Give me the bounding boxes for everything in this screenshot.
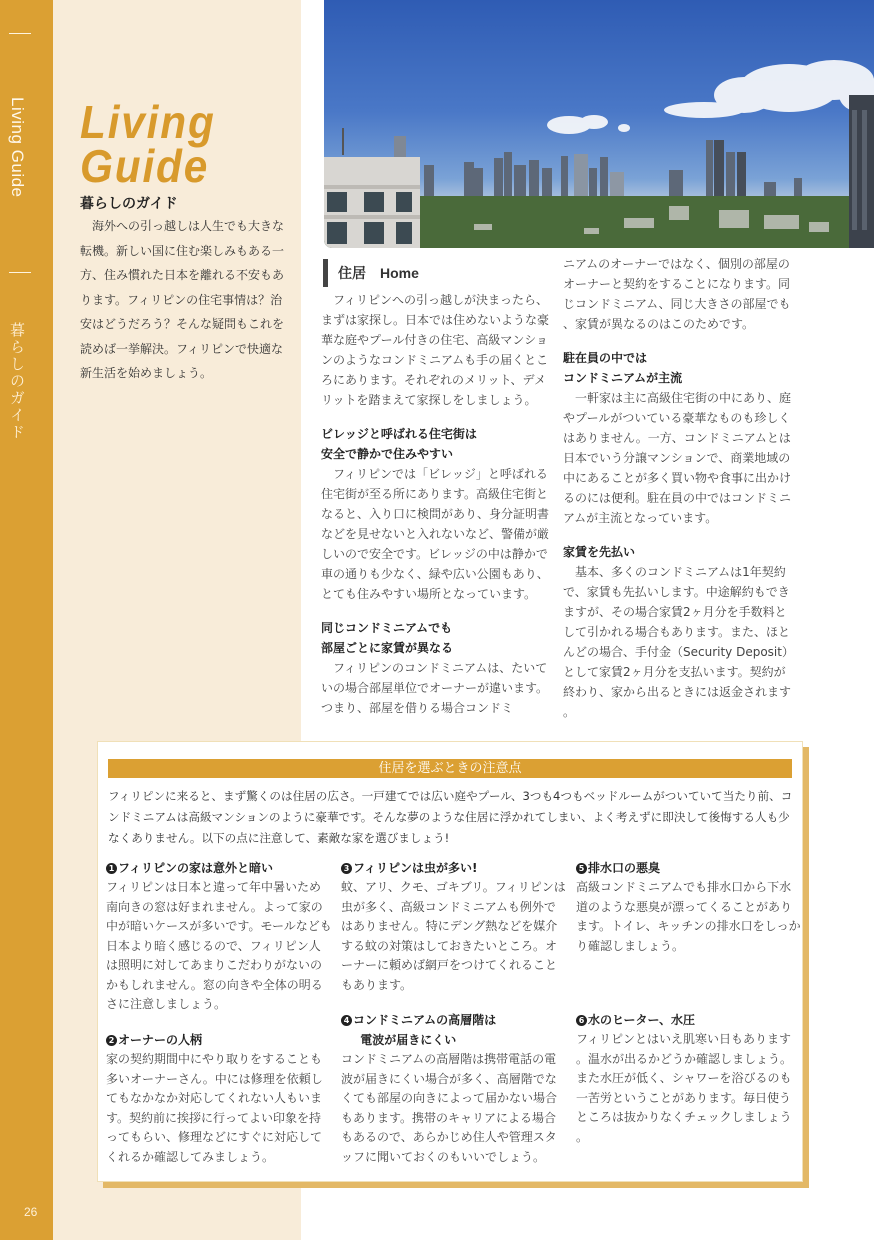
tips-box-title: 住居を選ぶときの注意点 [108,759,792,778]
tips-box-lead: フィリピンに来ると、まず驚くのは住居の広さ。一戸建てでは広い庭やプール、3つも4つもベッドルームがついていて当たり前、コンドミニアムは高級マンションのように豪華です。そんな夢のような住居に浮かれてしまい、よく考えずに即決して後悔する人も少なくありません。以下の点に注意して、素敵な家を選びましょう! [108,789,793,845]
distant-towers [394,136,802,202]
page-title-line1: Living [80,96,216,148]
tip-title-text: 排水口の悪臭 [588,861,661,875]
tips-box [97,741,803,1182]
subsection-body: 一軒家は主に高級住宅街の中にあり、庭やプールがついている豪華なものも珍しくはありません。一方、コンドミニアムとは日本でいう分譲マンションで、商業地域の中にあることが多く買い物や食事に出かけるのには便利。駐在員の中ではコンドミニアムが主流となっています。 [563,391,792,525]
tip-title-text: 電波が届きにくい [360,1033,457,1047]
article-column-1 [321,290,549,718]
tip-item [576,858,802,956]
section-heading-home [323,259,419,287]
skyline-illustration [324,0,874,248]
number-badge-icon: 6 [576,1015,587,1026]
tip-title-text: フィリピンの家は意外と暗い [118,861,274,875]
number-badge-icon: 2 [106,1035,117,1046]
tip-item [341,1010,567,1167]
tip-item [106,1030,332,1167]
section-title-en: Home [380,265,419,281]
foreground-building-right [849,95,874,248]
tip-item [576,1010,802,1147]
tip-title [106,858,332,878]
intro-text: 海外への引っ越しは人生でも大きな転機。新しい国に住む楽しみもある一方、住み慣れた日本を離れる不安もあります。フィリピンの住宅事情は？治安はどうだろう？そんな疑問もこれを読めば一挙解決。フィリピンで快適な新生活を始めましょう。 [80,219,285,380]
subsection-heading [321,618,549,658]
tip-title [576,1010,802,1030]
tip-title [341,858,567,878]
spine-label-ja: 暮らしのガイド [8,322,26,441]
city-skyline-photo [324,0,874,248]
section-intro: フィリピンへの引っ越しが決まったら、まずは家探し。日本では住めないような豪華な庭やプール付きの住宅、高級マンションのようなコンドミニアムも手の届くところにあります。それぞれのメリット、デメリットを踏まえて家探しをしましょう。 [321,293,550,407]
spine-divider [9,33,31,34]
tip-item [106,858,332,1015]
number-badge-icon: 5 [576,863,587,874]
clouds [547,60,874,134]
tip-body: フィリピンとはいえ肌寒い日もあります。温水が出るかどうか確認しましょう。また水圧が低く、シャワーを浴びるのも一苦労ということがあります。毎日使うところは抜かりなくチェックしましょう。 [576,1032,793,1144]
page-number: 26 [24,1205,38,1219]
subsection-heading-line: ビレッジと呼ばれる住宅街は [321,427,477,441]
section-title-ja: 住居 [338,266,366,282]
tip-body: 家の契約期間中にやり取りをすることも多いオーナーさん。中には修理を依頼してもなかなか対応してくれない人もいます。契約前に挨拶に行ってよい印象を持ってもらい、修理などにすぐに対応してくれるか確認してみましょう。 [106,1052,323,1164]
tip-title-text: フィリピンは虫が多い! [353,861,478,875]
number-badge-icon: 3 [341,863,352,874]
page-title-line2: Guide [80,140,210,192]
tip-title [341,1010,567,1050]
side-spine [0,0,53,1240]
tip-body: 高級コンドミニアムでも排水口から下水道のような悪臭が漂ってくることがあります。トイレ、キッチンの排水口をしっかり確認しましょう。 [576,880,801,953]
tip-item [341,858,567,995]
tip-title-text: オーナーの人柄 [118,1033,203,1047]
tip-title-text: コンドミニアムの高層階は [353,1013,497,1027]
subsection-heading-line: 同じコンドミニアムでも [321,621,453,635]
page-title [80,96,216,192]
tip-title [576,858,802,878]
tip-body: フィリピンは日本と違って年中暑いため南向きの窓は好まれません。よって家の中が暗いケースが多いです。モールなども日本より暗く感じるので、フィリピン人は照明に対してあまりこだわりがないのかもしれません。窓の向きや全体の明るさに注意しましょう。 [106,880,332,1011]
subsection-body: フィリピンのコンドミニアムは、たいていの場合部屋単位でオーナーが違います。つまり、部屋を借りる場合コンドミ [321,661,549,715]
number-badge-icon: 1 [106,863,117,874]
subsection-body-continued: ニアムのオーナーではなく、個別の部屋のオーナーと契約をすることになります。同じコンドミニアム、同じ大きさの部屋でも、家賃が異なるのはこのためです。 [563,257,791,331]
subsection-body: 基本、多くのコンドミニアムは1年契約で、家賃も先払いします。中途解約もできますが、その場合家賃2ヶ月分を手数料として引かれる場合もあります。また、ほとんどの場合、手付金（Security Deposit）として家賃2ヶ月分を支払います。契約が終わり、家から出るときには返金されます。 [563,565,792,719]
tip-title [106,1030,332,1050]
subsection-heading-line: 安全で静かで住みやすい [321,447,454,461]
page-subtitle: 暮らしのガイド [80,196,178,212]
subsection-heading-line: 部屋ごとに家賃が異なる [321,641,454,655]
number-badge-icon: 4 [341,1015,352,1026]
spine-divider [9,272,31,273]
subsection-heading-line: 駐在員の中では [563,351,648,365]
spine-label-en: Living Guide [8,97,27,198]
article-column-2 [563,254,791,722]
tip-body: 蚊、アリ、クモ、ゴキブリ。フィリピンは虫が多く、高級コンドミニアムも例外ではありません。特にデング熱などを媒介する蚊の対策はしておきたいところ。オーナーに頼めば網戸をつけてくれることもあります。 [341,880,566,992]
subsection-heading [563,348,791,388]
subsection-body: フィリピンでは「ビレッジ」と呼ばれる住宅街が至る所にあります。高級住宅街となると、入り口に検問があり、身分証明書などを見せないと入れないなど、警備が厳しいので安全です。ビレッジの中は静かで車の通りも少なく、緑や広い公園もあり、とても住みやすい場所となっています。 [321,467,550,601]
subsection-heading-line: コンドミニアムが主流 [563,371,683,385]
subsection-heading: 家賃を先払い [563,545,636,559]
tip-title-text: 水のヒーター、水圧 [588,1013,696,1027]
tip-body: コンドミニアムの高層階は携帯電話の電波が届きにくい場合が多く、高層階でなくても部屋の向きによって届かない場合もあります。携帯のキャリアによる場合もあるので、あらかじめ住人や管理スタッフに聞いておくのもいいでしょう。 [341,1052,558,1164]
subsection-heading [321,424,549,464]
